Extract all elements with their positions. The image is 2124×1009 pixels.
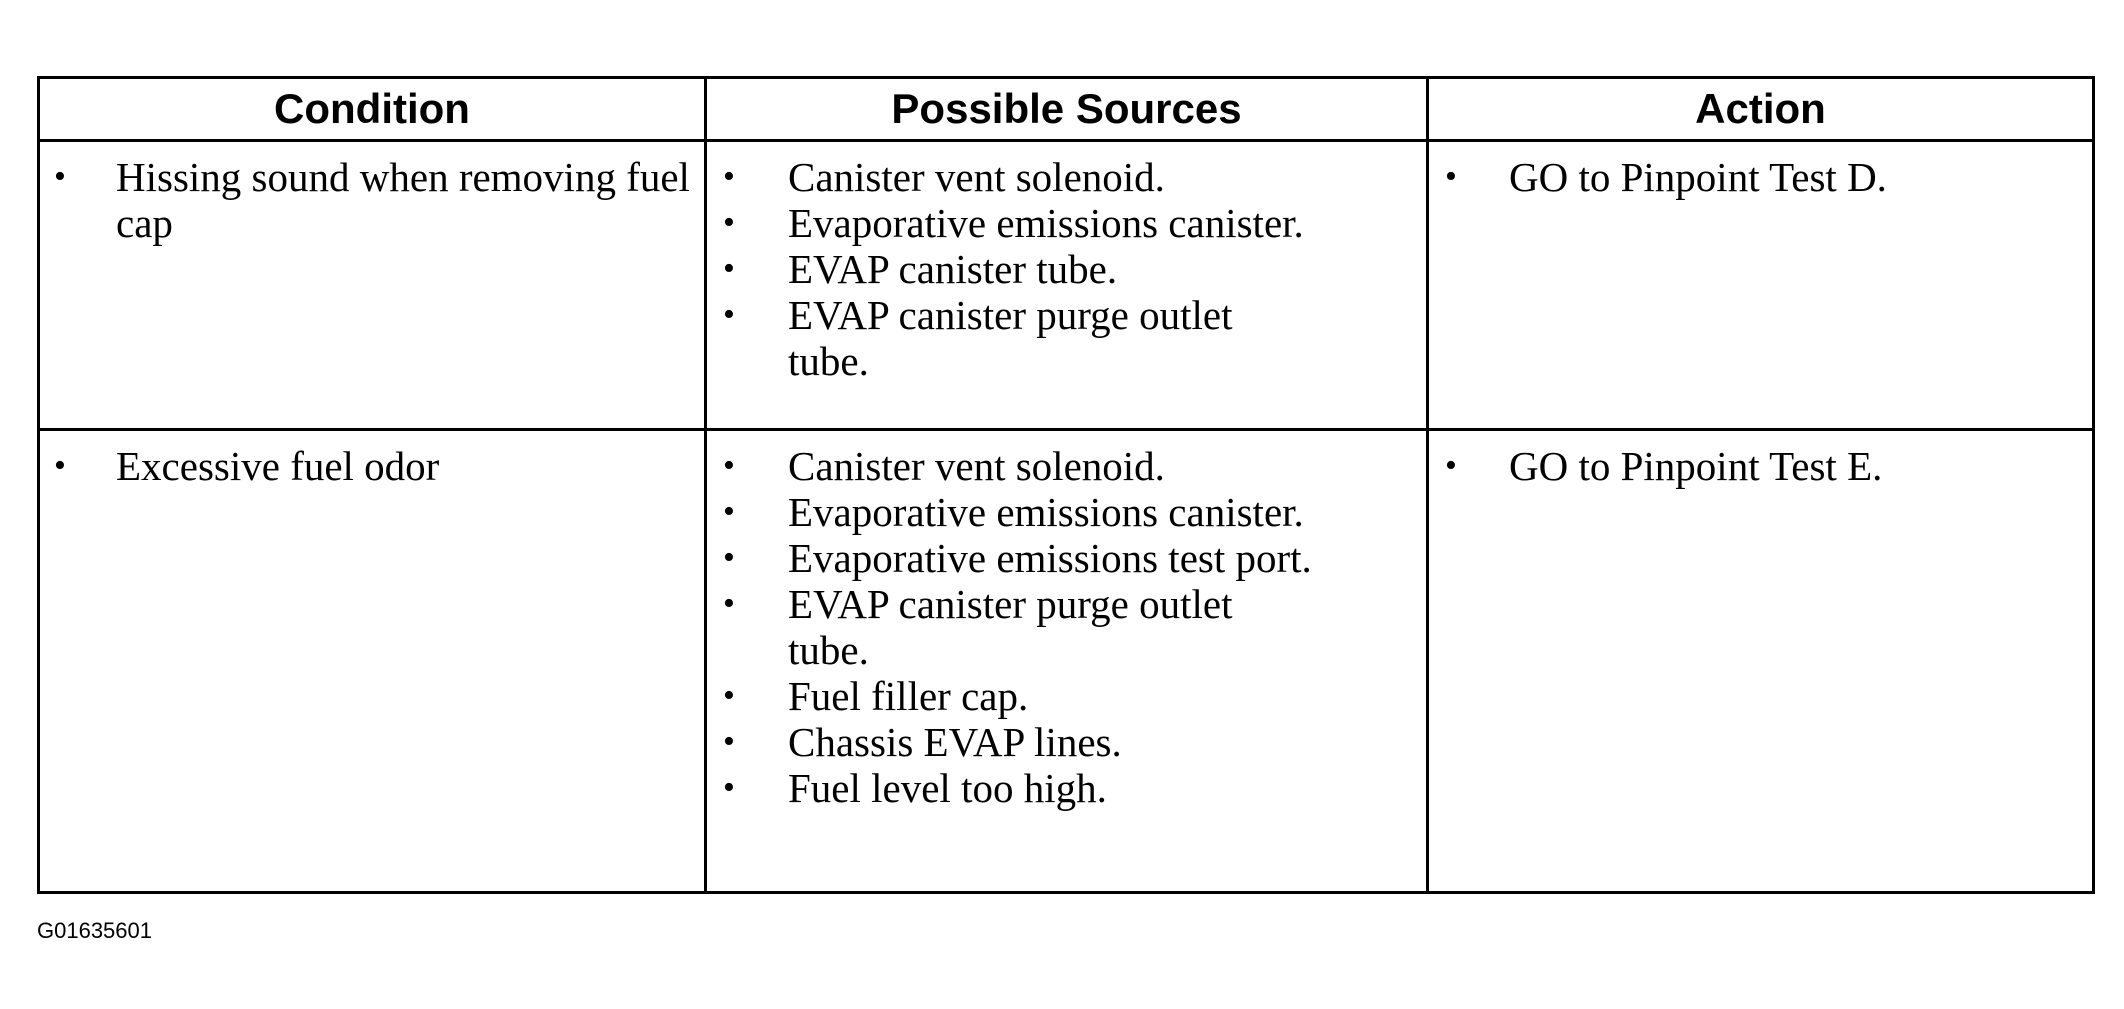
bullet-icon: •: [723, 158, 735, 195]
list-item: [1429, 154, 2092, 200]
list-item: [707, 673, 1426, 719]
action-text: GO to Pinpoint Test E.: [1509, 443, 1883, 489]
table-row: [39, 141, 2094, 430]
list-item: [707, 489, 1426, 535]
source-text: Chassis EVAP lines.: [788, 719, 1122, 765]
bullet-icon: •: [723, 296, 735, 333]
list-item: [40, 443, 704, 489]
header-condition: Condition: [39, 78, 706, 141]
source-text: Canister vent solenoid.: [788, 443, 1165, 489]
list-item: [707, 581, 1426, 673]
sources-list: [707, 431, 1426, 811]
condition-list: [40, 431, 704, 489]
list-item: [707, 292, 1426, 384]
list-item: [707, 154, 1426, 200]
condition-text: Hissing sound when removing fuel cap: [116, 154, 690, 246]
action-cell: [1428, 141, 2094, 430]
source-text: Fuel filler cap.: [788, 673, 1029, 719]
source-text: Fuel level too high.: [788, 765, 1107, 811]
source-text: Canister vent solenoid.: [788, 154, 1165, 200]
possible-sources-cell: [706, 141, 1428, 430]
header-row: [39, 78, 2094, 141]
list-item: [707, 765, 1426, 811]
condition-cell: [39, 141, 706, 430]
list-item: [707, 535, 1426, 581]
bullet-icon: •: [723, 723, 735, 760]
action-text: GO to Pinpoint Test D.: [1509, 154, 1887, 200]
header-possible-sources: Possible Sources: [706, 78, 1428, 141]
list-item: [707, 443, 1426, 489]
sources-list: [707, 142, 1426, 384]
possible-sources-cell: [706, 430, 1428, 893]
list-item: [1429, 443, 2092, 489]
list-item: [40, 154, 704, 246]
source-text: Evaporative emissions test port.: [788, 535, 1312, 581]
bullet-icon: •: [723, 677, 735, 714]
bullet-icon: •: [54, 447, 66, 484]
action-cell: [1428, 430, 2094, 893]
bullet-icon: •: [723, 539, 735, 576]
bullet-icon: •: [1445, 447, 1457, 484]
action-list: [1429, 142, 2092, 200]
figure-id: G01635601: [37, 918, 152, 943]
source-text: EVAP canister purge outlet tube.: [788, 292, 1233, 384]
list-item: [707, 719, 1426, 765]
bullet-icon: •: [723, 447, 735, 484]
condition-list: [40, 142, 704, 246]
diagnosis-table: [37, 76, 2095, 894]
condition-cell: [39, 430, 706, 893]
bullet-icon: •: [723, 585, 735, 622]
header-action: Action: [1428, 78, 2094, 141]
bullet-icon: •: [723, 204, 735, 241]
source-text: EVAP canister purge outlet tube.: [788, 581, 1233, 673]
list-item: [707, 200, 1426, 246]
bullet-icon: •: [723, 493, 735, 530]
action-list: [1429, 431, 2092, 489]
list-item: [707, 246, 1426, 292]
source-text: Evaporative emissions canister.: [788, 200, 1304, 246]
bullet-icon: •: [723, 769, 735, 806]
table-row: [39, 430, 2094, 893]
bullet-icon: •: [1445, 158, 1457, 195]
bullet-icon: •: [723, 250, 735, 287]
source-text: EVAP canister tube.: [788, 246, 1118, 292]
bullet-icon: •: [54, 158, 66, 195]
source-text: Evaporative emissions canister.: [788, 489, 1304, 535]
condition-text: Excessive fuel odor: [116, 443, 440, 489]
